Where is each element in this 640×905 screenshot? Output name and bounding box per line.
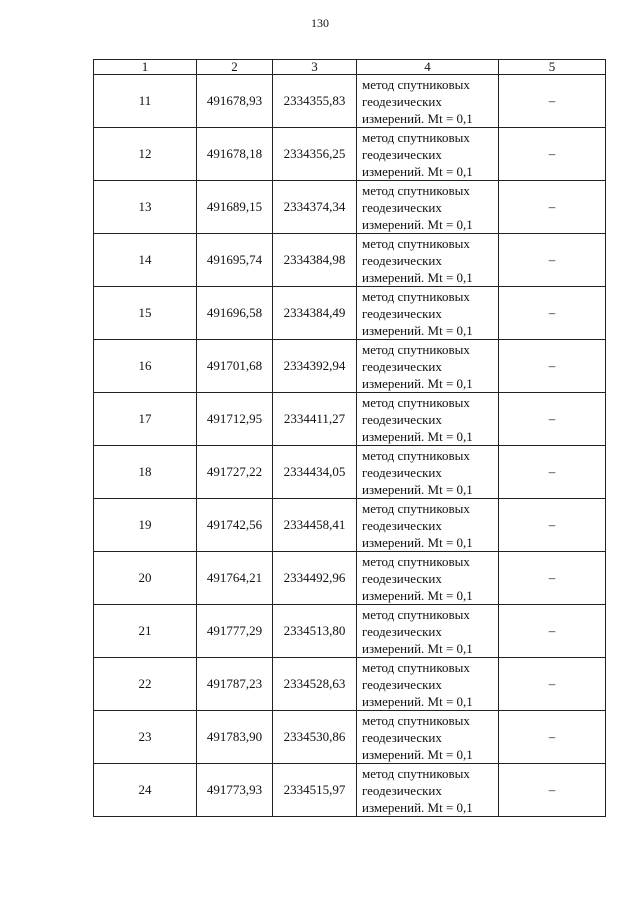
y-coordinate-cell: 2334528,63 xyxy=(273,658,357,711)
method-line: метод спутниковых xyxy=(362,235,470,251)
method-line: геодезических xyxy=(362,464,442,480)
table-row xyxy=(94,658,606,711)
x-coordinate-cell: 491696,58 xyxy=(197,287,273,340)
point-number-cell: 20 xyxy=(94,552,197,605)
method-line: геодезических xyxy=(362,93,442,109)
table-row xyxy=(94,552,606,605)
method-line: измерений. Mt = 0,1 xyxy=(362,534,473,550)
coordinates-table xyxy=(93,59,606,817)
x-coordinate-cell: 491783,90 xyxy=(197,711,273,764)
method-line: метод спутниковых xyxy=(362,765,470,781)
x-coordinate-cell: 491773,93 xyxy=(197,764,273,817)
point-number-cell: 13 xyxy=(94,181,197,234)
table-row xyxy=(94,764,606,817)
x-coordinate-cell: 491777,29 xyxy=(197,605,273,658)
x-coordinate-cell: 491712,95 xyxy=(197,393,273,446)
method-line: измерений. Mt = 0,1 xyxy=(362,746,473,762)
y-coordinate-cell: 2334384,49 xyxy=(273,287,357,340)
y-coordinate-cell: 2334492,96 xyxy=(273,552,357,605)
point-number-cell: 22 xyxy=(94,658,197,711)
note-cell: – xyxy=(499,75,606,128)
point-number-cell: 24 xyxy=(94,764,197,817)
header-cell-3: 3 xyxy=(273,60,357,75)
y-coordinate-cell: 2334434,05 xyxy=(273,446,357,499)
method-line: метод спутниковых xyxy=(362,341,470,357)
note-cell: – xyxy=(499,658,606,711)
method-line: измерений. Mt = 0,1 xyxy=(362,375,473,391)
table-row xyxy=(94,711,606,764)
table-row xyxy=(94,75,606,128)
method-line: геодезических xyxy=(362,623,442,639)
point-number-cell: 18 xyxy=(94,446,197,499)
note-cell: – xyxy=(499,128,606,181)
method-cell xyxy=(357,340,499,393)
method-cell xyxy=(357,181,499,234)
method-line: измерений. Mt = 0,1 xyxy=(362,322,473,338)
y-coordinate-cell: 2334355,83 xyxy=(273,75,357,128)
method-line: измерений. Mt = 0,1 xyxy=(362,481,473,497)
method-cell xyxy=(357,552,499,605)
y-coordinate-cell: 2334392,94 xyxy=(273,340,357,393)
table-row xyxy=(94,287,606,340)
method-line: метод спутниковых xyxy=(362,288,470,304)
note-cell: – xyxy=(499,605,606,658)
y-coordinate-cell: 2334374,34 xyxy=(273,181,357,234)
note-cell: – xyxy=(499,234,606,287)
y-coordinate-cell: 2334384,98 xyxy=(273,234,357,287)
x-coordinate-cell: 491701,68 xyxy=(197,340,273,393)
method-line: геодезических xyxy=(362,305,442,321)
x-coordinate-cell: 491727,22 xyxy=(197,446,273,499)
method-line: геодезических xyxy=(362,358,442,374)
method-line: метод спутниковых xyxy=(362,659,470,675)
method-line: измерений. Mt = 0,1 xyxy=(362,799,473,815)
method-cell xyxy=(357,393,499,446)
method-line: измерений. Mt = 0,1 xyxy=(362,269,473,285)
y-coordinate-cell: 2334411,27 xyxy=(273,393,357,446)
method-cell xyxy=(357,658,499,711)
point-number-cell: 23 xyxy=(94,711,197,764)
method-line: геодезических xyxy=(362,411,442,427)
point-number-cell: 16 xyxy=(94,340,197,393)
note-cell: – xyxy=(499,499,606,552)
y-coordinate-cell: 2334458,41 xyxy=(273,499,357,552)
point-number-cell: 21 xyxy=(94,605,197,658)
page-number: 130 xyxy=(311,16,329,30)
method-line: метод спутниковых xyxy=(362,712,470,728)
method-line: измерений. Mt = 0,1 xyxy=(362,216,473,232)
y-coordinate-cell: 2334515,97 xyxy=(273,764,357,817)
method-line: метод спутниковых xyxy=(362,182,470,198)
method-line: геодезических xyxy=(362,782,442,798)
method-cell xyxy=(357,75,499,128)
method-line: геодезических xyxy=(362,199,442,215)
table-row xyxy=(94,234,606,287)
note-cell: – xyxy=(499,552,606,605)
method-line: метод спутниковых xyxy=(362,447,470,463)
method-line: измерений. Mt = 0,1 xyxy=(362,693,473,709)
x-coordinate-cell: 491689,15 xyxy=(197,181,273,234)
table-row xyxy=(94,393,606,446)
method-line: метод спутниковых xyxy=(362,500,470,516)
table-row xyxy=(94,446,606,499)
note-cell: – xyxy=(499,181,606,234)
method-line: геодезических xyxy=(362,676,442,692)
point-number-cell: 19 xyxy=(94,499,197,552)
method-cell xyxy=(357,287,499,340)
method-cell xyxy=(357,128,499,181)
x-coordinate-cell: 491678,18 xyxy=(197,128,273,181)
method-cell xyxy=(357,234,499,287)
note-cell: – xyxy=(499,446,606,499)
y-coordinate-cell: 2334356,25 xyxy=(273,128,357,181)
point-number-cell: 12 xyxy=(94,128,197,181)
header-cell-2: 2 xyxy=(197,60,273,75)
x-coordinate-cell: 491764,21 xyxy=(197,552,273,605)
method-cell xyxy=(357,499,499,552)
method-line: метод спутниковых xyxy=(362,394,470,410)
point-number-cell: 15 xyxy=(94,287,197,340)
method-cell xyxy=(357,446,499,499)
table-body xyxy=(94,75,606,817)
method-cell xyxy=(357,764,499,817)
x-coordinate-cell: 491742,56 xyxy=(197,499,273,552)
x-coordinate-cell: 491695,74 xyxy=(197,234,273,287)
y-coordinate-cell: 2334530,86 xyxy=(273,711,357,764)
note-cell: – xyxy=(499,287,606,340)
method-cell xyxy=(357,605,499,658)
method-line: измерений. Mt = 0,1 xyxy=(362,110,473,126)
table-header-row xyxy=(94,60,606,75)
method-line: измерений. Mt = 0,1 xyxy=(362,428,473,444)
method-line: измерений. Mt = 0,1 xyxy=(362,163,473,179)
method-line: метод спутниковых xyxy=(362,76,470,92)
method-line: измерений. Mt = 0,1 xyxy=(362,640,473,656)
method-line: метод спутниковых xyxy=(362,129,470,145)
y-coordinate-cell: 2334513,80 xyxy=(273,605,357,658)
header-cell-5: 5 xyxy=(499,60,606,75)
header-cell-1: 1 xyxy=(94,60,197,75)
note-cell: – xyxy=(499,393,606,446)
table-row xyxy=(94,499,606,552)
table-row xyxy=(94,605,606,658)
x-coordinate-cell: 491678,93 xyxy=(197,75,273,128)
method-cell xyxy=(357,711,499,764)
method-line: геодезических xyxy=(362,570,442,586)
method-line: метод спутниковых xyxy=(362,553,470,569)
table-row xyxy=(94,340,606,393)
method-line: геодезических xyxy=(362,252,442,268)
table-row xyxy=(94,128,606,181)
point-number-cell: 17 xyxy=(94,393,197,446)
method-line: геодезических xyxy=(362,517,442,533)
method-line: геодезических xyxy=(362,146,442,162)
method-line: измерений. Mt = 0,1 xyxy=(362,587,473,603)
method-line: метод спутниковых xyxy=(362,606,470,622)
note-cell: – xyxy=(499,764,606,817)
header-cell-4: 4 xyxy=(357,60,499,75)
x-coordinate-cell: 491787,23 xyxy=(197,658,273,711)
method-line: геодезических xyxy=(362,729,442,745)
table-row xyxy=(94,181,606,234)
note-cell: – xyxy=(499,711,606,764)
point-number-cell: 14 xyxy=(94,234,197,287)
note-cell: – xyxy=(499,340,606,393)
point-number-cell: 11 xyxy=(94,75,197,128)
